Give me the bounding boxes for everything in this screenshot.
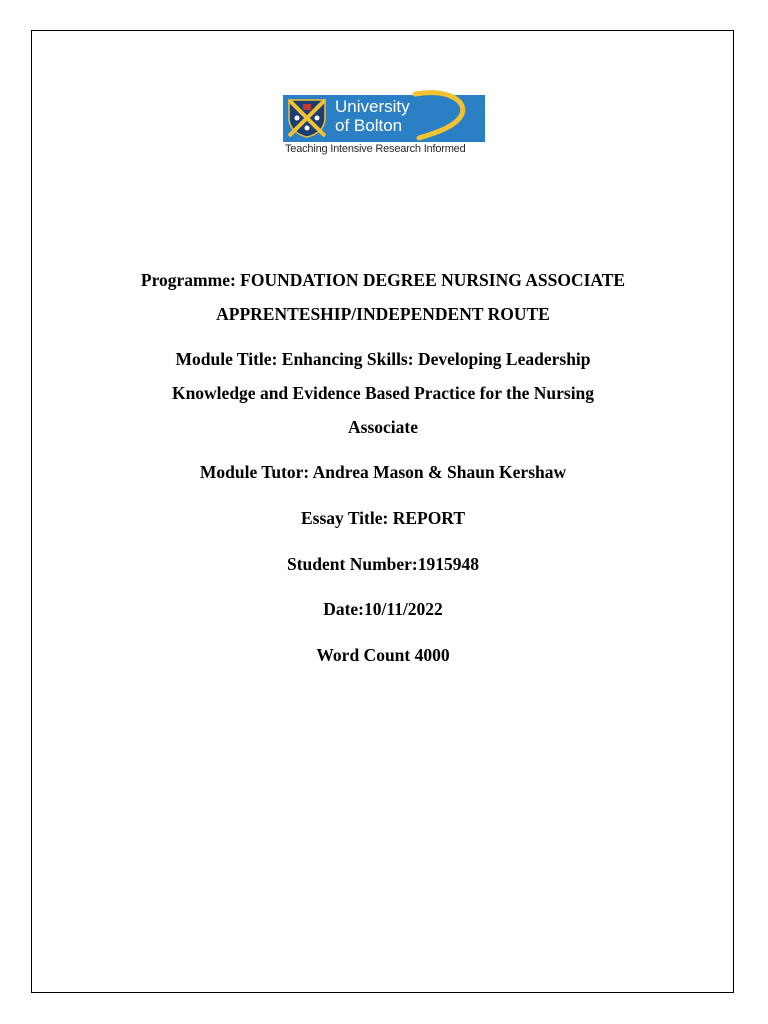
logo-tagline: Teaching Intensive Research Informed — [285, 143, 466, 155]
module-tutor — [80, 455, 686, 489]
programme-heading — [80, 263, 686, 331]
word-count — [80, 638, 686, 672]
module-tutor-text: Module Tutor: Andrea Mason & Shaun Kershaw — [199, 462, 567, 482]
crest-icon — [287, 98, 327, 138]
programme-line-2: APPRENTESHIP/INDEPENDENT ROUTE — [216, 304, 550, 324]
essay-title — [80, 501, 686, 535]
word-count-text: Word Count 4000 — [316, 645, 450, 665]
essay-title-text: Essay Title: REPORT — [300, 508, 466, 528]
student-number — [80, 547, 686, 581]
university-logo — [283, 88, 487, 158]
module-title — [80, 342, 686, 444]
module-title-line-3: Associate — [348, 417, 418, 437]
student-number-text: Student Number:1915948 — [286, 554, 480, 574]
logo-wordmark: University of Bolton — [335, 97, 410, 135]
submission-date — [80, 592, 686, 626]
submission-date-text: Date:10/11/2022 — [323, 599, 443, 619]
swoosh-icon — [409, 88, 479, 142]
programme-line-1: Programme: FOUNDATION DEGREE NURSING ASSOCIATE — [140, 270, 626, 290]
module-title-line-2: Knowledge and Evidence Based Practice for the Nursing — [171, 383, 595, 403]
module-title-line-1: Module Title: Enhancing Skills: Developing Leadership — [175, 349, 591, 369]
